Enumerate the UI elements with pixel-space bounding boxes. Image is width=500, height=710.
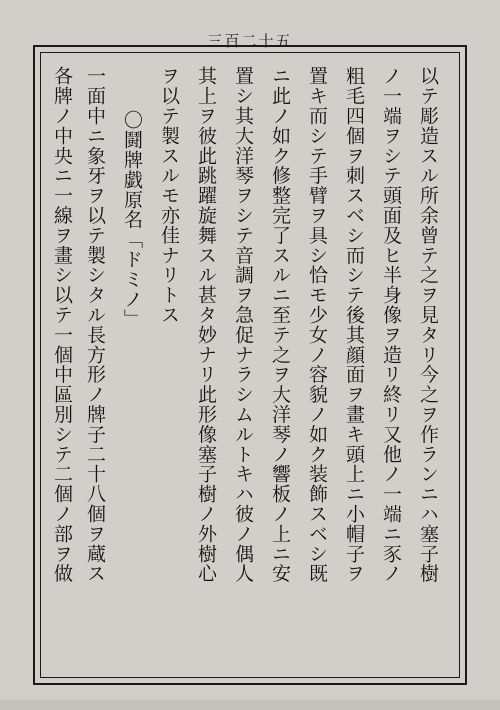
- text-column-5: ニ此ノ如ク修整完了スルニ至テ之ヲ大洋琴ノ響板ノ上ニ安: [269, 66, 291, 584]
- text-column-6: 置シ其大洋琴ヲシテ音調ヲ急促ナラシムルトキハ彼ノ偶人: [232, 66, 254, 584]
- text-column-11: 各牌ノ中央ニ一線ヲ畫シ以テ一個中區別シテ二個ノ部ヲ做: [51, 66, 73, 584]
- text-column-4: 置キ而シテ手臂ヲ具シ恰モ少女ノ容貌ノ如ク装飾スベシ既: [306, 66, 328, 584]
- page-number: 三百二十五: [207, 32, 293, 50]
- section-heading: 〇鬪牌戯原名「ドミノ」: [121, 110, 143, 329]
- text-column-7: 其上ヲ彼此跳躍旋舞スル甚タ妙ナリ此形像塞子樹ノ外樹心: [195, 66, 217, 584]
- text-column-2: ノ一端ヲシテ頭面及ヒ半身像ヲ造リ終リ又他ノ一端ニ豕ノ: [380, 66, 402, 584]
- text-column-8: ヲ以テ製スルモ亦佳ナリトス: [158, 66, 180, 325]
- text-column-10: 一面中ニ象牙ヲ以テ製シタル長方形ノ牌子二十八個ヲ蔵ス: [84, 66, 106, 584]
- text-column-3: 粗毛四個ヲ刺スベシ而シテ後其顔面ヲ畫キ頭上ニ小帽子ヲ: [343, 66, 365, 584]
- text-column-1: 以テ彫造スル所余曾テ之ヲ見タリ今之ヲ作ランニハ塞子樹: [417, 66, 439, 584]
